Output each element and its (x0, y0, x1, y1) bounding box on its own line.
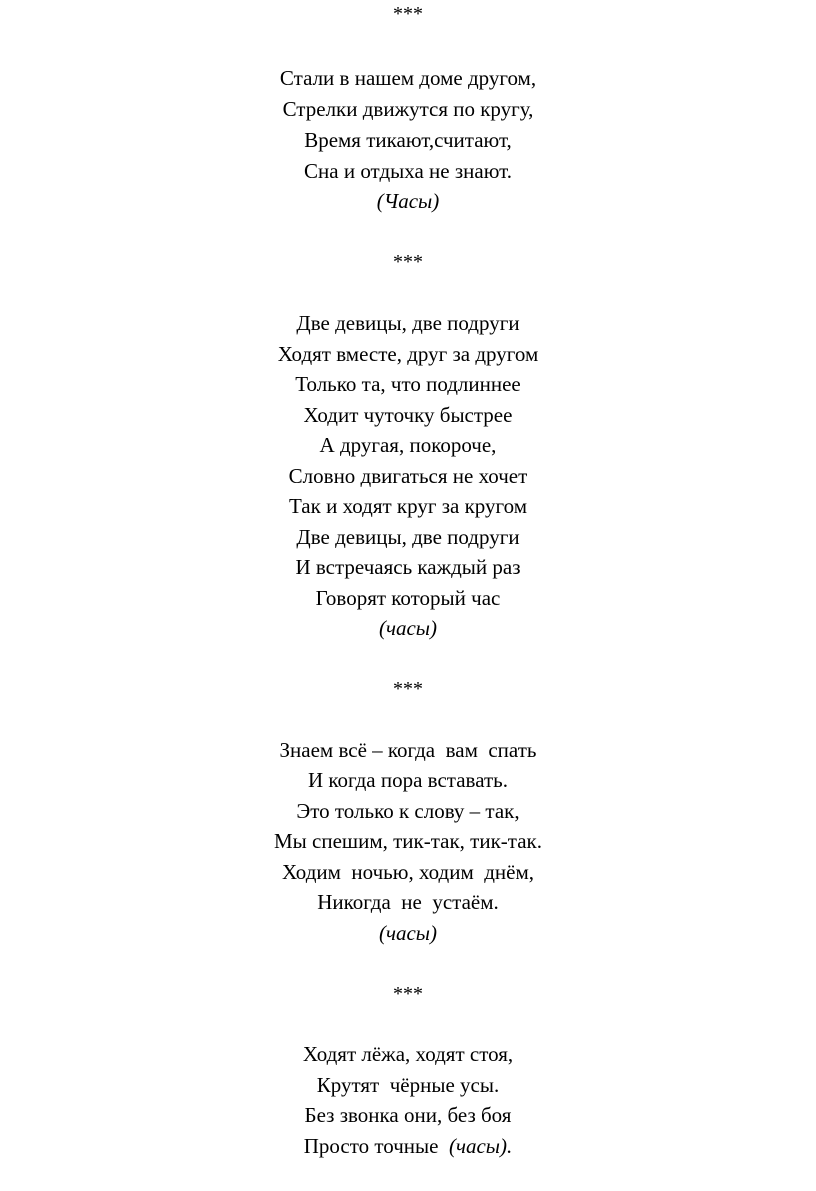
riddle-4-line-4 (0, 1134, 816, 1158)
riddle-4-line-3: Без звонка они, без боя (304, 1103, 512, 1127)
riddle-3-line-3: Это только к слову – так, (296, 799, 520, 823)
separator-2: *** (393, 251, 423, 273)
riddle-3-line-2: И когда пора вставать. (308, 768, 508, 792)
riddle-4-line-2: Крутят чёрные усы. (316, 1073, 500, 1097)
riddle-3-line-4: Мы спешим, тик-так, тик-так. (274, 829, 542, 853)
separator-4: *** (393, 983, 423, 1005)
riddle-2-line-10: Говорят который час (315, 586, 501, 610)
riddle-2-line-3: Только та, что подлиннее (295, 372, 521, 396)
riddle-2-line-9: И встречаясь каждый раз (295, 555, 521, 579)
riddle-4-line-1: Ходят лёжа, ходят стоя, (302, 1042, 514, 1066)
riddle-1-line-4: Сна и отдыха не знают. (304, 159, 512, 183)
riddle-2-line-5: А другая, покороче, (319, 433, 497, 457)
riddle-1-line-1: Стали в нашем доме другом, (279, 66, 537, 90)
riddle-1-line-2: Стрелки движутся по кругу, (282, 97, 534, 121)
riddle-1-line-3: Время тикают,считают, (304, 128, 512, 152)
riddle-3-line-5: Ходим ночью, ходим днём, (281, 860, 535, 884)
riddle-2-line-8: Две девицы, две подруги (296, 525, 520, 549)
riddle-3-line-6: Никогда не устаём. (317, 890, 499, 914)
riddle-4-answer: (часы). (448, 1134, 513, 1158)
riddle-2-line-6: Словно двигаться не хочет (288, 464, 528, 488)
riddle-3-line-1: Знаем всё – когда вам спать (279, 738, 537, 762)
riddle-2-answer: (часы) (378, 616, 438, 640)
riddle-2-line-2: Ходят вместе, друг за другом (277, 342, 539, 366)
riddle-2-line-4: Ходит чуточку быстрее (303, 403, 513, 427)
riddle-1-answer: (Часы) (376, 189, 440, 213)
riddle-3-answer: (часы) (378, 921, 438, 945)
separator-1: *** (393, 3, 423, 25)
riddle-4-line-4-text: Просто точные (303, 1134, 449, 1158)
separator-3: *** (393, 678, 423, 700)
riddle-2-line-1: Две девицы, две подруги (296, 311, 520, 335)
riddle-2-line-7: Так и ходят круг за кругом (289, 494, 527, 518)
